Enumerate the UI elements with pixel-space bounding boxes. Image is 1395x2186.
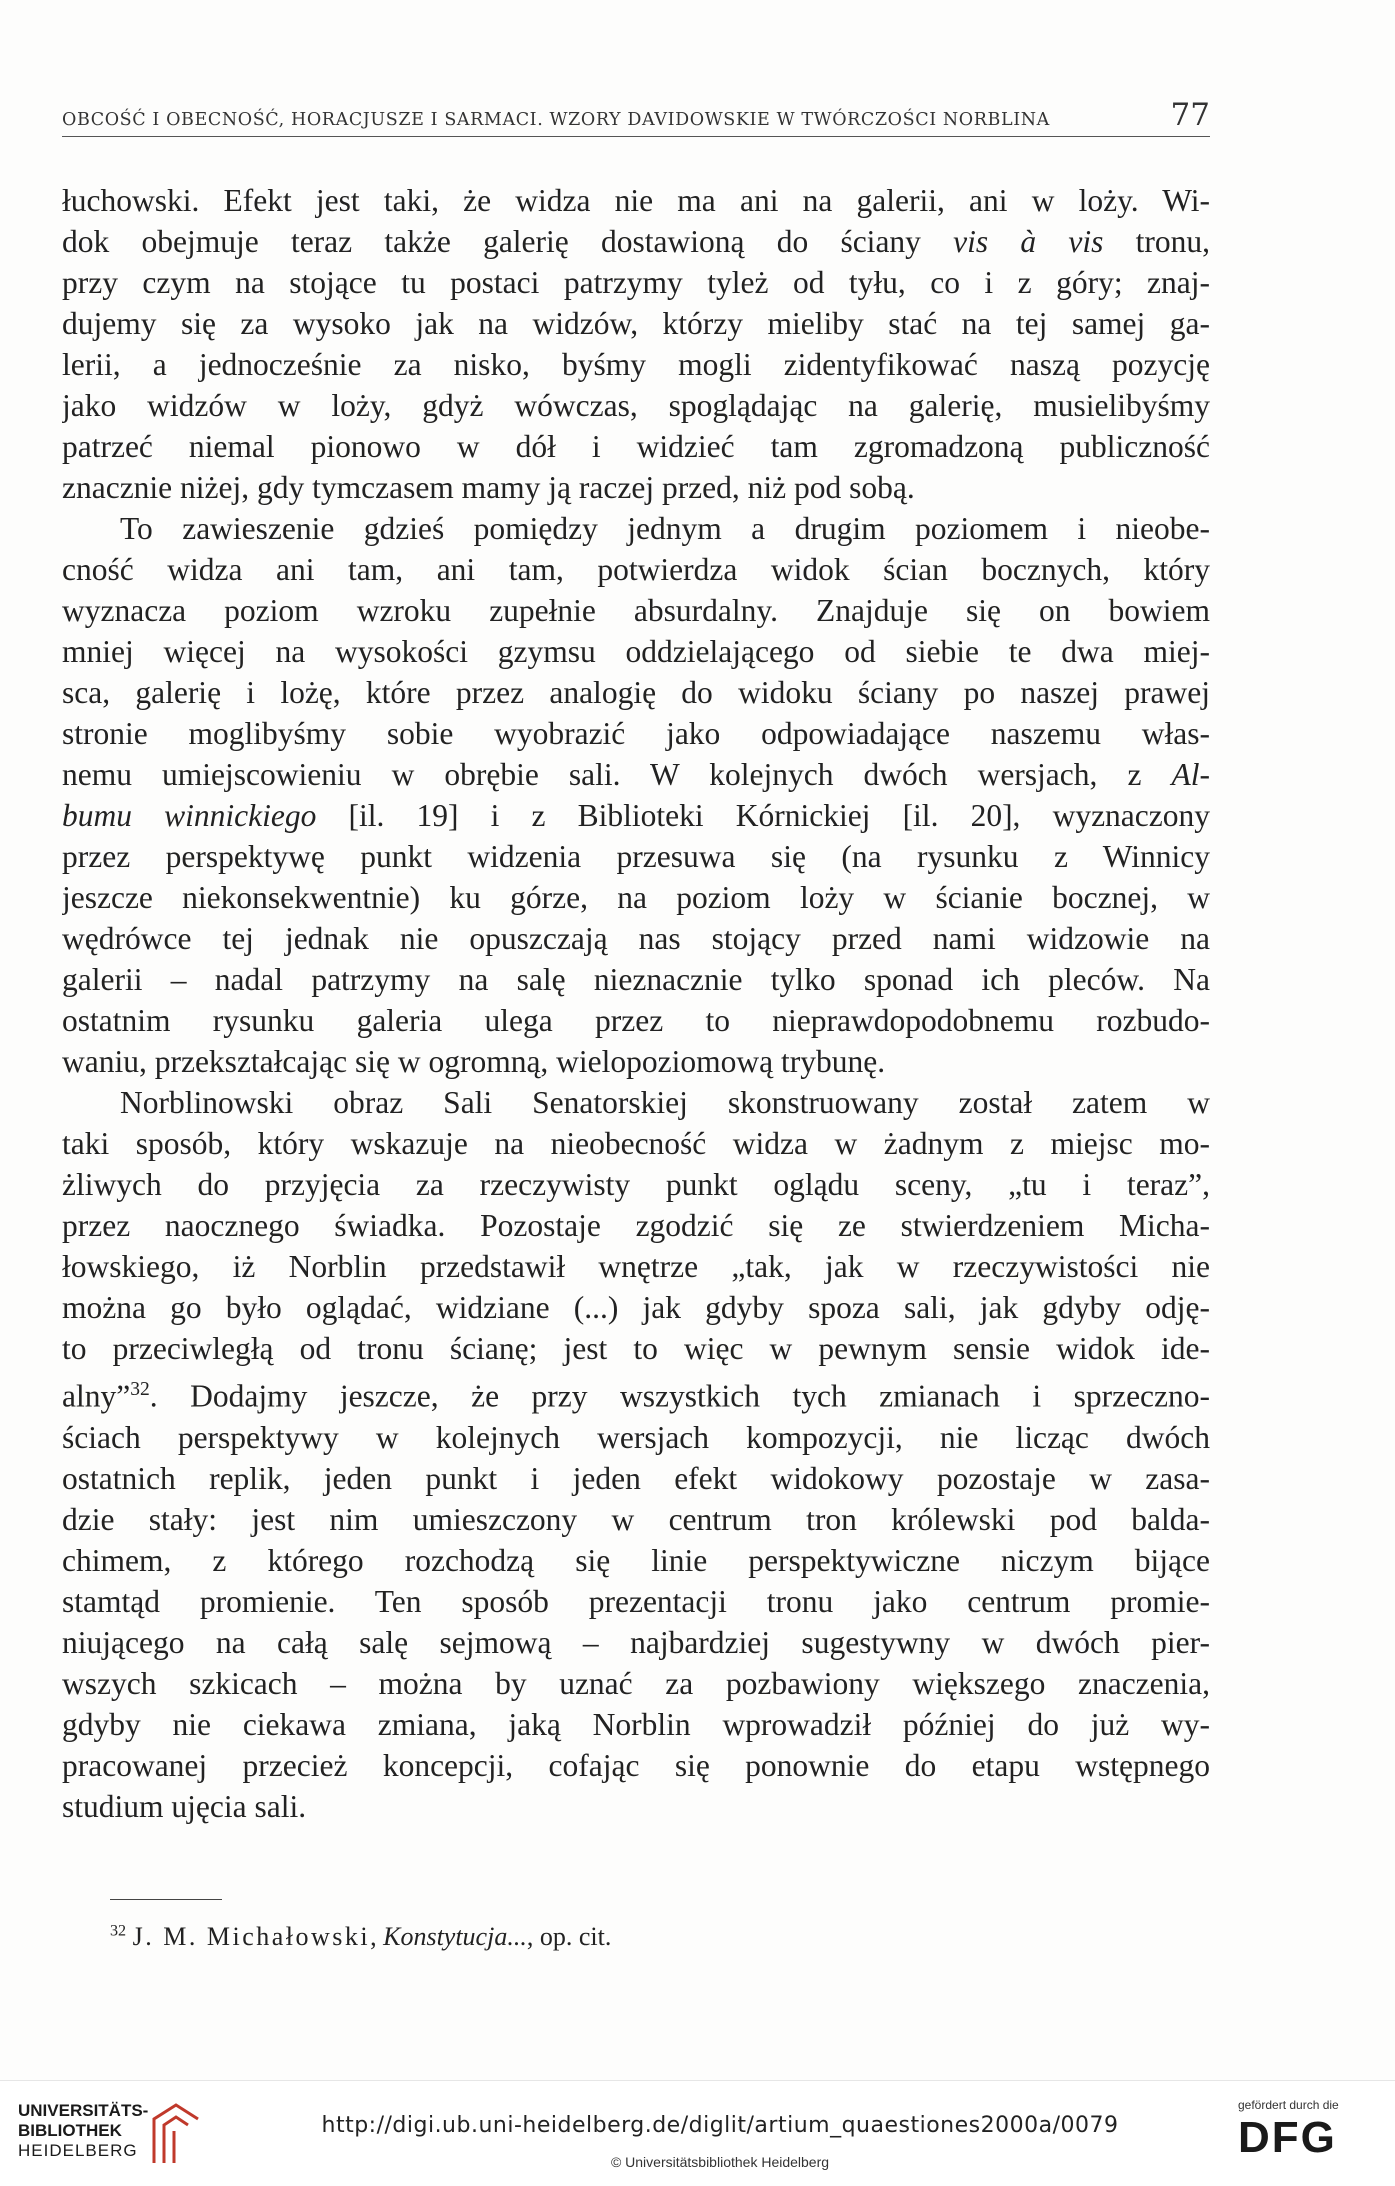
- text-line: niującego na całą salę sejmową – najbardziej sugestywny w dwóch pier-: [62, 1624, 1210, 1660]
- footnote-author: J. M. Michałowski: [132, 1922, 371, 1951]
- text-line: alny”$^{32}$. Dodajmy jeszcze, że przy wszystkich tych zmianach i sprzeczno-: [62, 1378, 1210, 1414]
- footnote-divider: [110, 1899, 222, 1900]
- running-head: [62, 96, 1210, 137]
- source-url-link[interactable]: http://digi.ub.uni-heidelberg.de/diglit/artium_quaestiones2000a/0079: [321, 2113, 1119, 2138]
- footnote-title: Konstytucja...: [383, 1922, 527, 1951]
- text-line: nemu umiejscowieniu w obrębie sali. W kolejnych dwóch wersjach, z Al-: [62, 757, 1210, 792]
- text-line: patrzeć niemal pionowo w dół i widzieć tam zgromadzoną publiczność: [62, 429, 1210, 464]
- dfg-logo: [1238, 2098, 1368, 2168]
- text-line: wędrówce tej jednak nie opuszczają nas stojący przed nami widzowie na: [62, 921, 1210, 956]
- text-line: jako widzów w loży, gdyż wówczas, spoglądając na galerię, musielibyśmy: [62, 388, 1210, 423]
- library-name-line: HEIDELBERG: [18, 2141, 138, 2160]
- funded-by-label: gefördert durch die: [1238, 2098, 1339, 2112]
- text-line: wyznacza poziom wzroku zupełnie absurdalny. Znajduje się on bowiem: [62, 593, 1210, 628]
- text-line: lerii, a jednocześnie za nisko, byśmy mogli zidentyfikować naszą pozycję: [62, 347, 1210, 382]
- text-line: cność widza ani tam, ani tam, potwierdza widok ścian bocznych, który: [62, 552, 1210, 587]
- library-name-line: UNIVERSITÄTS-: [18, 2101, 149, 2120]
- text-line: stamtąd promienie. Ten sposób prezentacji tronu jako centrum promie-: [62, 1583, 1210, 1619]
- text-line: żliwych do przyjęcia za rzeczywisty punkt oglądu sceny, „tu i teraz”,: [62, 1167, 1210, 1202]
- running-head-title: OBCOŚĆ I OBECNOŚĆ, HORACJUSZE I SARMACI. WZORY DAVIDOWSKIE W TWÓRCZOŚCI NORBLINA: [62, 110, 1050, 130]
- text-line: jeszcze niekonsekwentnie) ku górze, na poziom loży w ścianie bocznej, w: [62, 880, 1210, 915]
- text-line: Norblinowski obraz Sali Senatorskiej skonstruowany został zatem w: [120, 1085, 1210, 1120]
- text-line: można go było oglądać, widziane (...) jak gdyby spoza sali, jak gdyby odję-: [62, 1290, 1210, 1325]
- text-line: znacznie niżej, gdy tymczasem mamy ją raczej przed, niż pod sobą.: [62, 470, 915, 505]
- text-line: wszych szkicach – można by uznać za pozbawiony większego znaczenia,: [62, 1665, 1210, 1701]
- text-line: przez perspektywę punkt widzenia przesuwa się (na rysunku z Winnicy: [62, 839, 1210, 874]
- text-line: dzie stały: jest nim umieszczony w centrum tron królewski pod balda-: [62, 1501, 1210, 1537]
- text-line: studium ujęcia sali.: [62, 1788, 307, 1824]
- library-name-line: BIBLIOTHEK: [18, 2121, 122, 2140]
- library-emblem-icon: [146, 2101, 206, 2165]
- text-line: ostatnim rysunku galeria ulega przez to nieprawdopodobnemu rozbudo-: [62, 1003, 1210, 1038]
- footnote-separator: ,: [370, 1922, 384, 1951]
- text-line: chimem, z którego rozchodzą się linie perspektywiczne niczym bijące: [62, 1542, 1210, 1578]
- text-line: mniej więcej na wysokości gzymsu oddzielającego od siebie te dwa miej-: [62, 634, 1210, 669]
- text-line: gdyby nie ciekawa zmiana, jaką Norblin wprowadził później do już wy-: [62, 1706, 1210, 1742]
- dfg-mark: DFG: [1238, 2113, 1337, 2162]
- text-line: dok obejmuje teraz także galerię dostawioną do ściany vis à vis tronu,: [62, 224, 1210, 259]
- text-line: ściach perspektywy w kolejnych wersjach kompozycji, nie licząc dwóch: [62, 1419, 1210, 1455]
- text-line: dujemy się za wysoko jak na widzów, którzy mieliby stać na tej samej ga-: [62, 306, 1210, 341]
- footnote-rest: , op. cit.: [526, 1922, 612, 1951]
- page-number: 77: [1170, 97, 1210, 133]
- text-line: pracowanej przecież koncepcji, cofając się ponownie do etapu wstępnego: [62, 1747, 1210, 1783]
- text-line: łowskiego, iż Norblin przedstawił wnętrze „tak, jak w rzeczywistości nie: [62, 1249, 1210, 1284]
- text-line: ostatnich replik, jeden punkt i jeden efekt widokowy pozostaje w zasa-: [62, 1460, 1210, 1496]
- library-logo: [18, 2101, 218, 2171]
- text-line: taki sposób, który wskazuje na nieobecność widza w żadnym z miejsc mo-: [62, 1126, 1210, 1161]
- text-line: To zawieszenie gdzieś pomiędzy jednym a drugim poziomem i nieobe-: [120, 511, 1210, 546]
- footnote-number: 32: [110, 1922, 127, 1940]
- digitization-footer: [0, 2080, 1395, 2186]
- footnote: [110, 1922, 1110, 1952]
- text-line: to przeciwległą od tronu ścianę; jest to więc w pewnym sensie widok ide-: [62, 1331, 1210, 1366]
- text-line: stronie moglibyśmy sobie wyobrazić jako odpowiadające naszemu włas-: [62, 716, 1210, 751]
- text-line: galerii – nadal patrzymy na salę nieznacznie tylko sponad ich pleców. Na: [62, 962, 1210, 997]
- text-line: przez naocznego świadka. Pozostaje zgodzić się ze stwierdzeniem Micha-: [62, 1208, 1210, 1243]
- text-line: sca, galerię i lożę, które przez analogię do widoku ściany po naszej prawej: [62, 675, 1210, 710]
- text-line: bumu winnickiego [il. 19] i z Biblioteki Kórnickiej [il. 20], wyznaczony: [62, 798, 1210, 833]
- text-line: waniu, przekształcając się w ogromną, wielopoziomową trybunę.: [62, 1044, 886, 1079]
- text-line: łuchowski. Efekt jest taki, że widza nie ma ani na galerii, ani w loży. Wi-: [62, 183, 1210, 218]
- text-line: przy czym na stojące tu postaci patrzymy tyleż od tyłu, co i z góry; znaj-: [62, 265, 1210, 300]
- copyright-notice: © Universitätsbibliothek Heidelberg: [610, 2154, 830, 2170]
- body-text: [62, 180, 1210, 1827]
